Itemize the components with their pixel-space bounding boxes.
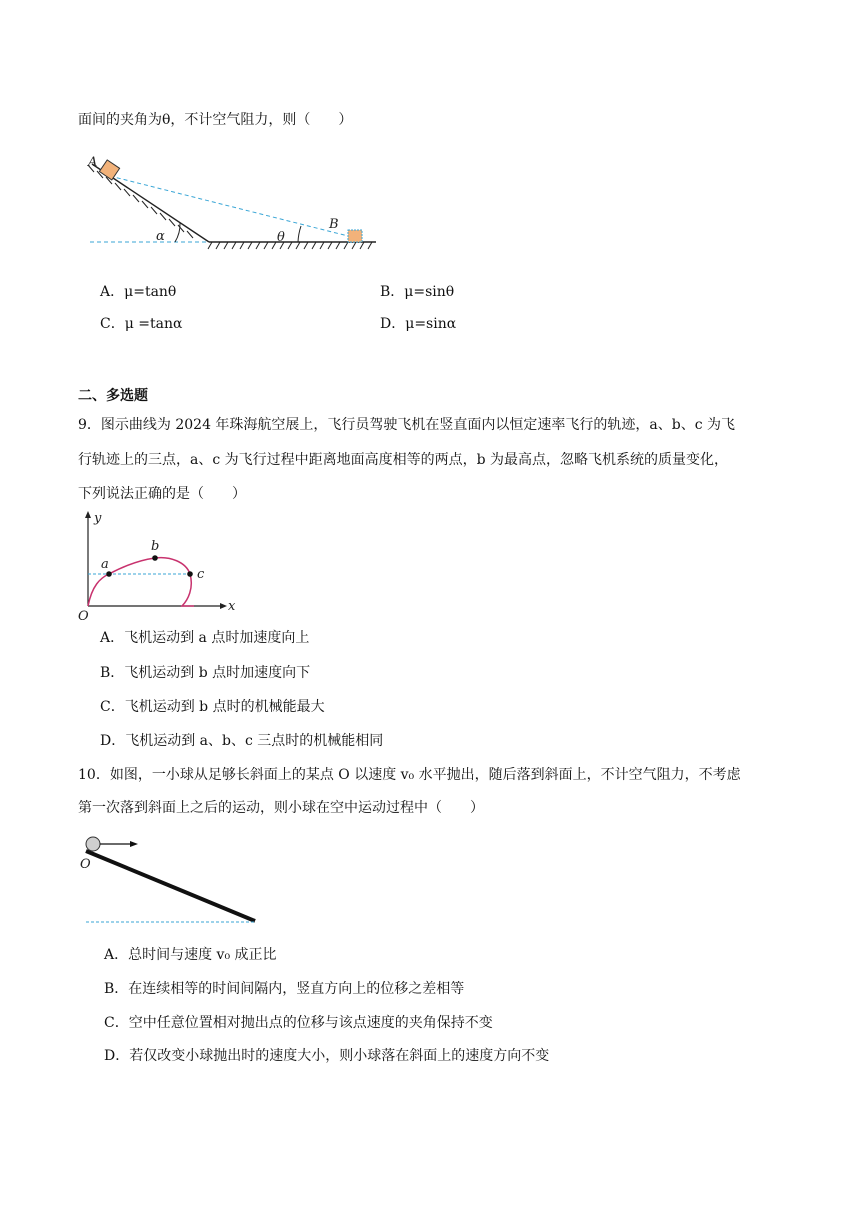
block-b [348,230,362,242]
q10-stem-line-2: 第一次落到斜面上之后的运动，则小球在空中运动过程中（ ） [78,800,484,816]
q9-option-d[interactable]: D．飞机运动到 a、b、c 三点时的机械能相同 [100,733,384,749]
q10-option-d[interactable]: D．若仅改变小球抛出时的速度大小，则小球落在斜面上的速度方向不变 [104,1048,550,1064]
y-axis-arrow [85,511,91,518]
q9-stem-line-3: 下列说法正确的是（ ） [78,486,246,502]
q8-stem-tail: 面间的夹角为θ，不计空气阻力，则（ ） [78,112,353,128]
q9-option-c[interactable]: C．飞机运动到 b 点时的机械能最大 [100,699,325,715]
incline-hatch [88,165,193,238]
q10-figure [78,832,268,932]
theta-arc [298,226,301,242]
point-c [187,571,193,577]
q10-stem-line-1: 10．如图，一小球从足够长斜面上的某点 O 以速度 v₀ 水平抛出，随后落到斜面上，不计空气阻力，不考虑 [78,767,741,783]
label-point-b: b [151,539,160,554]
label-a: A [88,155,98,170]
q10-option-b[interactable]: B．在连续相等的时间间隔内，竖直方向上的位移之差相等 [104,981,465,997]
q10-option-a[interactable]: A．总时间与速度 v₀ 成正比 [104,947,277,963]
label-alpha: α [156,229,165,244]
q9-stem-line-1: 9．图示曲线为 2024 年珠海航空展上，飞行员驾驶飞机在竖直面内以恒定速率飞行的轨迹，a、b、c 为飞 [78,417,736,433]
label-x: x [228,599,236,614]
ball [86,837,100,851]
q8-option-d[interactable]: D．μ=sinα [380,316,457,332]
q8-option-b[interactable]: B．μ=sinθ [380,284,455,300]
label-b: B [329,217,339,232]
slope-line [86,851,255,921]
q8-option-a[interactable]: A．μ=tanθ [100,284,177,300]
q10-option-c[interactable]: C．空中任意位置相对抛出点的位移与该点速度的夹角保持不变 [104,1015,493,1031]
label-y: y [94,511,102,526]
q8-figure [84,150,384,260]
q9-option-b[interactable]: B．飞机运动到 b 点时加速度向下 [100,665,311,681]
q9-stem-line-2: 行轨迹上的三点，a、c 为飞行过程中距离地面高度相等的两点，b 为最高点，忽略飞机系统的质量变化， [78,452,729,468]
label-origin: O [78,609,89,624]
x-axis-arrow [220,603,227,609]
q9-figure [78,508,248,623]
q9-option-a[interactable]: A．飞机运动到 a 点时加速度向上 [100,630,310,646]
label-origin-o: O [80,857,91,872]
ground-hatch [208,242,372,249]
label-theta: θ [277,230,285,245]
label-point-a: a [101,557,109,572]
velocity-arrowhead [130,841,138,847]
section-heading: 二、多选题 [78,388,148,404]
point-b [152,555,158,561]
q8-option-c[interactable]: C．μ =tanα [100,316,183,332]
point-a [106,571,112,577]
label-point-c: c [197,567,205,582]
